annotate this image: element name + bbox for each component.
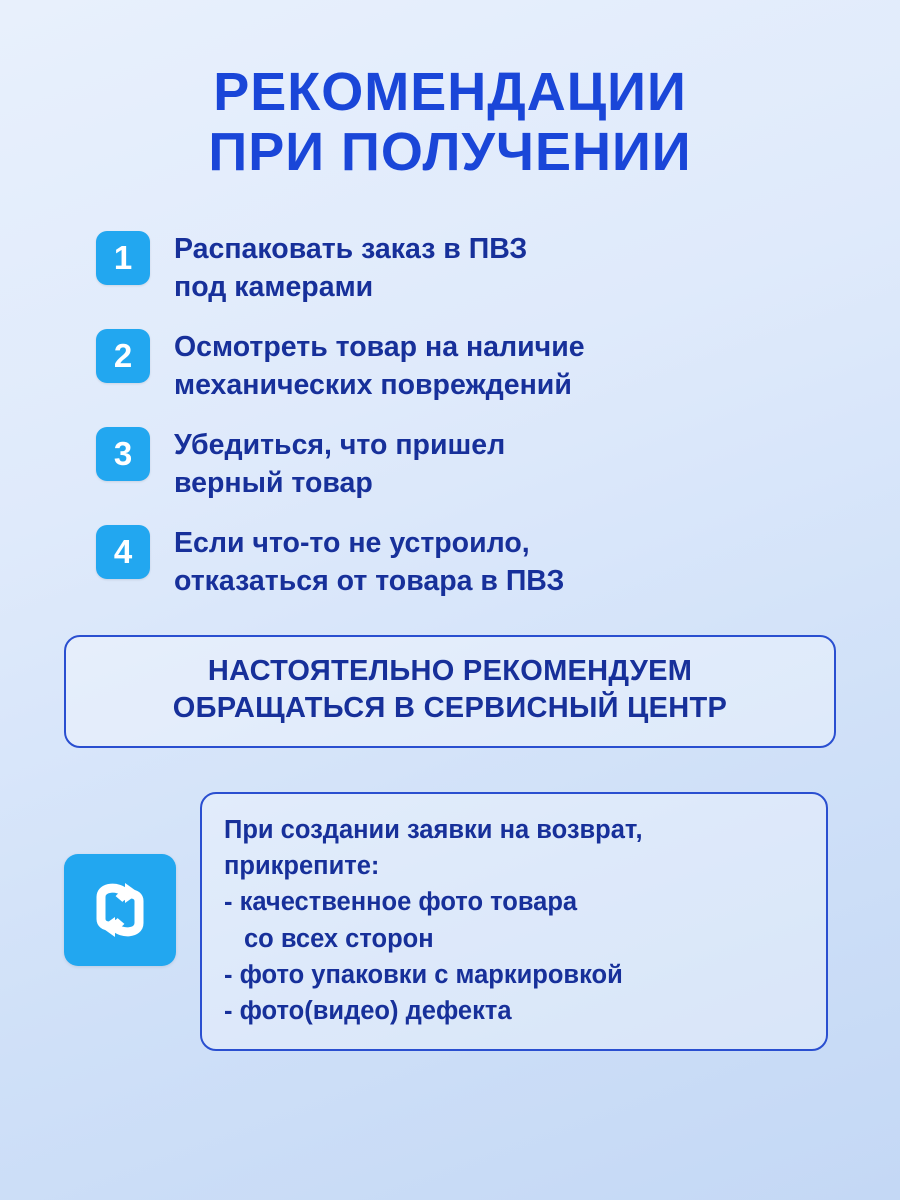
step-number-badge: 4 <box>96 525 150 579</box>
recommendation-banner <box>64 635 836 748</box>
return-arrows-icon <box>64 854 176 966</box>
step-text-line: Осмотреть товар на наличие <box>174 330 585 363</box>
page-title-line-1: РЕКОМЕНДАЦИИ <box>213 62 687 122</box>
step-text <box>174 325 585 405</box>
return-line: со всех сторон <box>244 924 434 953</box>
step-text-line: механических повреждений <box>174 369 572 402</box>
step-number-badge: 3 <box>96 427 150 481</box>
return-line: - фото(видео) дефекта <box>224 997 512 1026</box>
return-line: При создании заявки на возврат, <box>224 816 643 845</box>
step-text-line: отказаться от товара в ПВЗ <box>174 565 565 598</box>
list-item <box>96 423 860 503</box>
step-text <box>174 521 564 601</box>
page-title <box>40 62 860 183</box>
step-number-badge: 2 <box>96 329 150 383</box>
step-text <box>174 423 505 503</box>
step-text-line: верный товар <box>174 467 373 500</box>
return-requirements-card <box>200 792 828 1051</box>
steps-list <box>40 227 860 601</box>
return-line: - фото упаковки с маркировкой <box>224 960 623 989</box>
return-line: прикрепите: <box>224 852 380 881</box>
step-number-badge: 1 <box>96 231 150 285</box>
return-line: - качественное фото товара <box>224 888 578 917</box>
return-instructions <box>40 792 860 1051</box>
step-text-line: под камерами <box>174 271 374 304</box>
step-text <box>174 227 527 307</box>
list-item <box>96 325 860 405</box>
step-text-line: Убедиться, что пришел <box>174 428 506 461</box>
page-title-line-2: ПРИ ПОЛУЧЕНИИ <box>208 122 692 183</box>
list-item <box>96 227 860 307</box>
banner-line-1: НАСТОЯТЕЛЬНО РЕКОМЕНДУЕМ <box>207 654 693 687</box>
list-item <box>96 521 860 601</box>
banner-line-2: ОБРАЩАТЬСЯ В СЕРВИСНЫЙ ЦЕНТР <box>172 692 728 725</box>
step-text-line: Распаковать заказ в ПВЗ <box>174 232 528 265</box>
step-text-line: Если что-то не устроило, <box>174 526 530 559</box>
